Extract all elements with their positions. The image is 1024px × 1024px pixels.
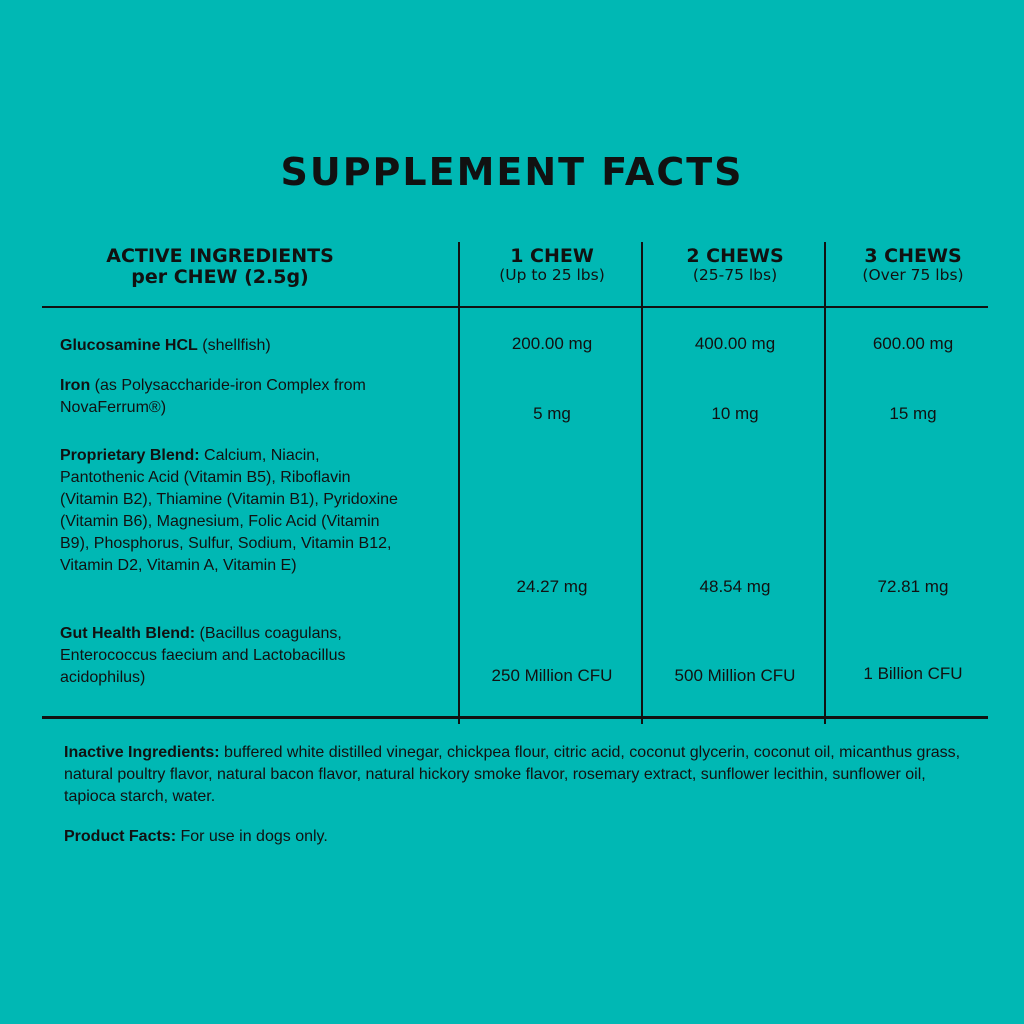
ingredient-detail: (as Polysaccharide-iron Complex from NovaFerrum®) (60, 377, 366, 416)
ingredient-detail: (shellfish) (197, 337, 271, 354)
table-row-gut-health-blend (60, 623, 415, 689)
value-cell: 500 Million CFU (674, 666, 796, 685)
table-row-glucosamine (60, 335, 440, 357)
page-title: SUPPLEMENT FACTS (280, 150, 744, 194)
value-cell: 15 mg (889, 404, 937, 423)
value-cell: 10 mg (711, 404, 759, 423)
product-facts-label: Product Facts: (64, 828, 177, 845)
inactive-ingredients (64, 742, 964, 808)
ingredient-name: Iron (60, 377, 91, 394)
value-cell: 200.00 mg (511, 334, 593, 353)
value-cell: 1 Billion CFU (863, 664, 963, 683)
ingredient-name: Gut Health Blend: (60, 625, 196, 642)
column-header-1-chew (462, 246, 642, 284)
header-rule (42, 306, 988, 308)
inactive-ingredients-label: Inactive Ingredients: (64, 744, 220, 761)
value-cell: 400.00 mg (694, 334, 776, 353)
ingredients-header-line1: ACTIVE INGREDIENTS (106, 245, 334, 267)
table-row-proprietary-blend (60, 445, 405, 577)
value-cell: 600.00 mg (872, 334, 954, 353)
ingredients-header (42, 246, 398, 288)
table-bottom-rule (42, 716, 988, 719)
ingredient-name: Proprietary Blend: (60, 447, 200, 464)
column-header-sub: (Over 75 lbs) (862, 265, 964, 284)
column-header-label: 1 CHEW (510, 245, 594, 267)
ingredients-header-line2: per CHEW (2.5g) (131, 265, 309, 288)
ingredient-detail: (Bacillus coagulans, Enterococcus faecium and Lactobacillus acidophilus) (60, 625, 346, 686)
value-cell: 24.27 mg (516, 577, 588, 596)
column-divider (641, 242, 643, 724)
ingredient-detail: Calcium, Niacin, Pantothenic Acid (Vitamin B5), Riboflavin (Vitamin B2), Thiamine (Vitamin B1), Pyridoxine (Vitamin B6), Magnesium, Folic Acid (Vitamin B9), Phosphorus, Sulfur, Sodium, Vitamin B12, Vitamin D2, Vitamin A, Vitamin E) (60, 447, 398, 574)
column-header-label: 3 CHEWS (864, 245, 962, 267)
value-cell: 250 Million CFU (491, 666, 613, 685)
ingredient-name: Glucosamine HCL (60, 337, 198, 354)
value-cell: 72.81 mg (877, 577, 949, 596)
table-row-iron (60, 375, 400, 419)
value-cell: 5 mg (533, 404, 571, 423)
product-facts-text: For use in dogs only. (176, 828, 328, 845)
column-divider (458, 242, 460, 724)
value-cell: 48.54 mg (699, 577, 771, 596)
column-header-sub: (Up to 25 lbs) (499, 265, 605, 284)
inactive-ingredients-text: buffered white distilled vinegar, chickpea flour, citric acid, coconut glycerin, coconut oil, micanthus grass, natural poultry flavor, natural bacon flavor, natural hickory smoke flavor, rosemary extract, sunflower lecithin, sunflower oil, tapioca starch, water. (64, 744, 961, 805)
column-header-label: 2 CHEWS (686, 245, 784, 267)
column-header-2-chews (645, 246, 825, 284)
column-header-sub: (25-75 lbs) (692, 265, 778, 284)
column-divider (824, 242, 826, 724)
product-facts (64, 826, 964, 848)
column-header-3-chews (828, 246, 998, 284)
